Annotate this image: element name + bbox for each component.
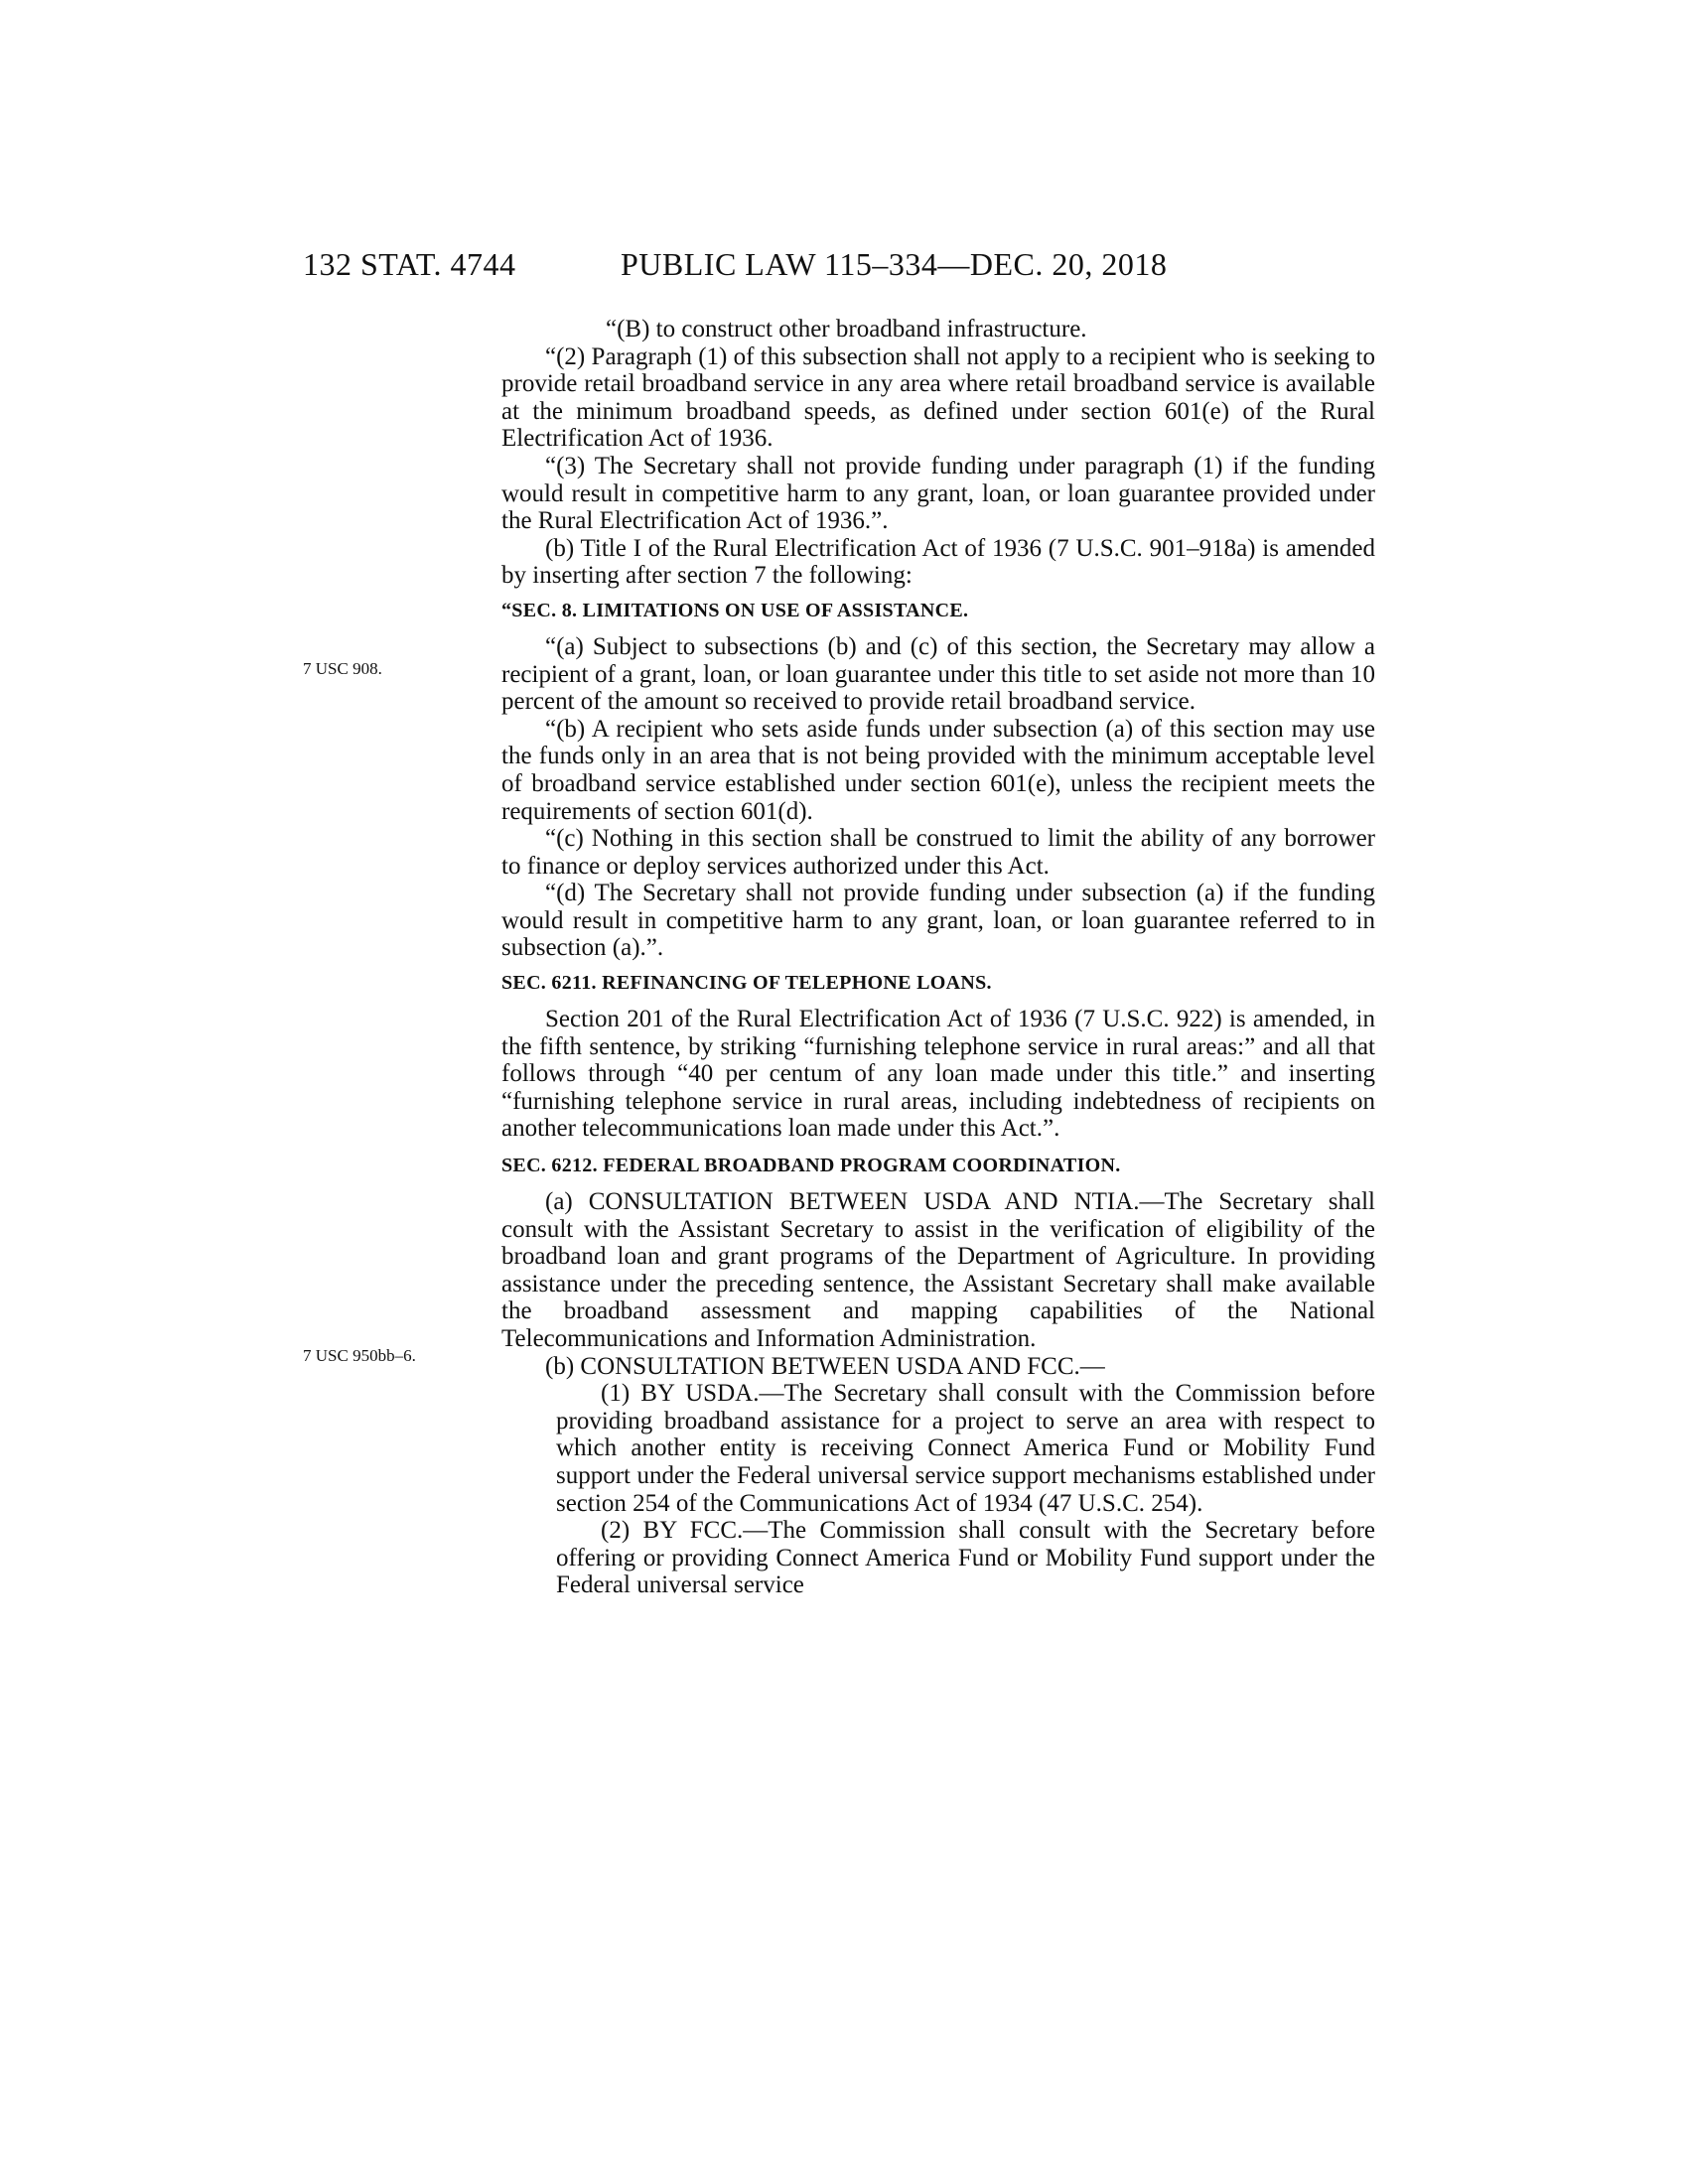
paragraph-sec8-d: “(d) The Secretary shall not provide funding under subsection (a) if the funding would result in competitive harm to any grant, loan, or loan guarantee referred to in subsection (a).”. [501,880,1375,962]
paragraph-2: “(2) Paragraph (1) of this subsection shall not apply to a recipient who is seeking to provide retail broadband service in any area where retail broadband service is available at the minimum broadband speeds, as defined under section 601(e) of the Rural Electrification Act of 1936. [501,342,1375,453]
paragraph-6212-a: (a) CONSULTATION BETWEEN USDA AND NTIA.—The Secretary shall consult with the Assistant Secretary to assist in the verification of eligibility of the broadband loan and grant programs of the Department of Agriculture. In providing assistance under the preceding sentence, the Assistant Secretary shall make available the broadband assessment and mapping capabilities of the National Telecommunications and Information Administration. [501,1188,1375,1352]
paragraph-6212-b1: (1) BY USDA.—The Secretary shall consult with the Commission before providing broadband assistance for a project to serve an area with respect to which another entity is receiving Connect America Fund or Mobility Fund support under the Federal universal service support mechanisms established under section 254 of the Communications Act of 1934 (47 U.S.C. 254). [556,1380,1375,1517]
paragraph-sec8-c: “(c) Nothing in this section shall be construed to limit the ability of any borrower to finance or deploy services authorized under this Act. [501,825,1375,880]
stat-page-number: 132 STAT. 4744 [303,246,516,282]
paragraph-title-i-amend: (b) Title I of the Rural Electrification Act of 1936 (7 U.S.C. 901–918a) is amended by inserting after section 7 the following: [501,534,1375,590]
margin-note-usc-908: 7 USC 908. [303,659,382,678]
paragraph-3: “(3) The Secretary shall not provide funding under paragraph (1) if the funding would result in competitive harm to any grant, loan, or loan guarantee provided under the Rural Electrification Act of 1936.”. [501,452,1375,535]
section-heading-6211: SEC. 6211. REFINANCING OF TELEPHONE LOANS. [501,972,992,995]
document-body [501,316,1375,1599]
paragraph-6212-b: (b) CONSULTATION BETWEEN USDA AND FCC.— [545,1352,1105,1380]
public-law-title: PUBLIC LAW 115–334—DEC. 20, 2018 [621,246,1168,282]
section-heading-6212: SEC. 6212. FEDERAL BROADBAND PROGRAM COORDINATION. [501,1155,1121,1177]
margin-note-usc-950bb-6: 7 USC 950bb–6. [303,1346,416,1365]
paragraph-6211-text: Section 201 of the Rural Electrification Act of 1936 (7 U.S.C. 922) is amended, in the fifth sentence, by striking “furnishing telephone service in rural areas:” and all that follows through “40 per centum of any loan made under this title.” and inserting “furnishing telephone service in rural areas, including indebtedness of recipients on another telecommunications loan made under this Act.”. [501,1006,1375,1143]
paragraph-sec8-b: “(b) A recipient who sets aside funds under subsection (a) of this section may use the funds only in an area that is not being provided with the minimum acceptable level of broadband service established under section 601(e), unless the recipient meets the requirements of section 601(d). [501,715,1375,825]
section-heading-sec-8: “SEC. 8. LIMITATIONS ON USE OF ASSISTANCE. [501,599,969,621]
paragraph-sec8-a: “(a) Subject to subsections (b) and (c) of this section, the Secretary may allow a recipient of a grant, loan, or loan guarantee under this title to set aside not more than 10 percent of the amount so received to provide retail broadband service. [501,632,1375,716]
paragraph-6212-b2: (2) BY FCC.—The Commission shall consult with the Secretary before offering or providing Connect America Fund or Mobility Fund support under the Federal universal service [556,1517,1375,1599]
paragraph-b-construct: “(B) to construct other broadband infrastructure. [606,316,1087,342]
